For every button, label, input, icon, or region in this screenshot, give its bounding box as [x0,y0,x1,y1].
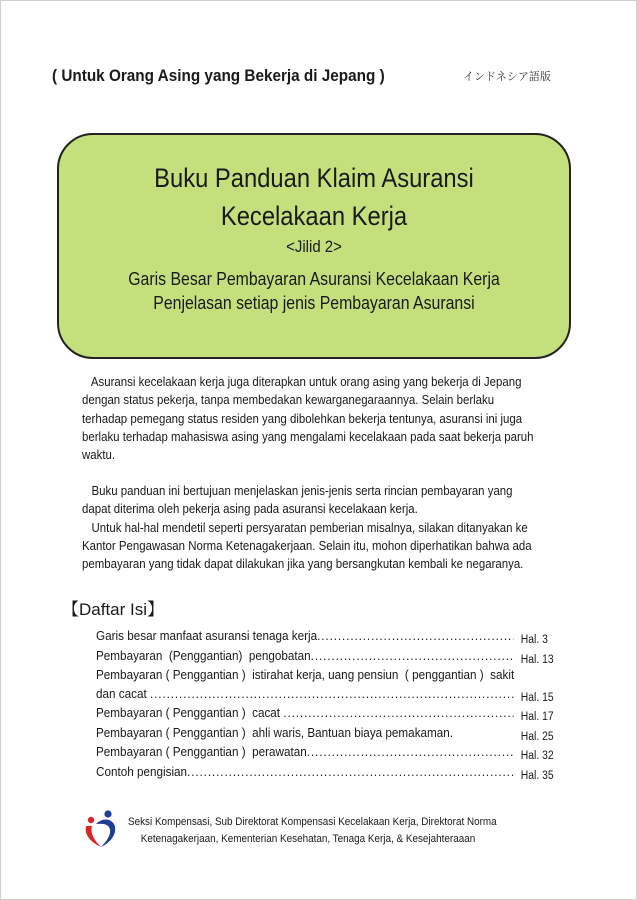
toc-item-text: Pembayaran ( Penggantian ) perawatan [96,744,307,759]
toc-item-text: dan cacat [96,685,150,701]
toc-item-text: Contoh pengisian [96,763,188,779]
leader-dots [187,763,514,782]
toc-item-page: Hal. 25 [520,730,554,743]
text-line: dapat diterima oleh pekerja asing pada asuransi kecelakaan kerja. [82,501,418,517]
volume-label: <Jilid 2> [286,237,342,256]
toc-item-text: Pembayaran (Penggantian) pengobatan [96,647,311,663]
toc-item[interactable] [96,724,564,744]
text-line: Buku panduan ini bertujuan menjelaskan jenis-jenis serta rincian pembayaran yang [82,483,513,498]
toc-item-page: Hal. 3 [520,634,548,646]
toc-item-page: Hal. 15 [520,691,554,704]
footer-line-2: Ketenagakerjaan, Kementerian Kesehatan, Tenaga Kerja, & Kesejahteraaan [140,833,476,845]
toc-item[interactable] [96,647,564,667]
text-line: terhadap pemegang status residen yang dibolehkan bekerja tentunya, asuransi ini juga [82,410,523,426]
toc-item-page: Hal. 35 [520,769,554,782]
cover-title-box [57,133,571,359]
toc-item-page: Hal. 13 [520,653,554,666]
audience-heading: ( Untuk Orang Asing yang Bekerja di Jepang ) [52,66,385,85]
toc-item-text: Garis besar manfaat asuransi tenaga kerja [96,628,318,643]
text-line: pembayaran yang tidak dapat dilakukan jika yang bersangkutan kembali ke negaranya. [82,556,524,572]
subtitle-line-1: Garis Besar Pembayaran Asuransi Kecelakaan Kerja [128,269,500,289]
title-line-2: Kecelakaan Kerja [220,201,408,231]
text-line: Untuk hal-hal mendetil seperti persyaratan pemberian misalnya, silakan ditanyakan ke [82,519,528,535]
toc-item[interactable] [96,704,564,724]
text-line: Asuransi kecelakaan kerja juga diterapkan untuk orang asing yang bekerja di Jepang [82,374,522,389]
text-line: waktu. [82,447,116,463]
text-line: berlaku terhadap mahasiswa asing yang mengalami kecelakaan pada saat bekerja paruh [82,428,534,444]
toc-heading: 【Daftar Isi】 [62,600,165,619]
intro-paragraph-1 [82,373,534,464]
text-line: dengan status pekerja, tanpa membedakan kewarganegaraannya. Selain berlaku [82,392,495,408]
leader-dots [307,743,514,762]
toc-item-text: Pembayaran ( Penggantian ) cacat [96,705,284,720]
ministry-logo-icon [82,808,120,848]
toc-item-page: Hal. 32 [520,750,554,762]
publisher-footer [128,814,497,848]
toc-item[interactable] [96,666,564,685]
title-line-1: Buku Panduan Klaim Asuransi [154,163,474,193]
subtitle-line-2: Penjelasan setiap jenis Pembayaran Asuransi [153,293,475,313]
leader-dots [317,627,513,646]
leader-dots [311,647,514,666]
text-line: Kantor Pengawasan Norma Ketenagakerjaan. Selain itu, mohon diperhatikan bahwa ada [82,537,532,553]
table-of-contents [96,627,576,782]
footer-line-1: Seksi Kompensasi, Sub Direktorat Kompensasi Kecelakaan Kerja, Direktorat Norma [128,816,497,828]
toc-item[interactable] [96,763,564,783]
toc-item-page: Hal. 17 [520,711,554,723]
toc-item-continuation[interactable] [96,685,564,705]
leader-dots [283,704,513,723]
toc-item[interactable] [96,743,564,763]
toc-item[interactable] [96,627,564,647]
intro-paragraph-2 [82,482,532,573]
toc-item-text: Pembayaran ( Penggantian ) ahli waris, Bantuan biaya pemakaman. [96,724,454,740]
toc-item-text: Pembayaran ( Penggantian ) istirahat kerja, uang pensiun ( penggantian ) sakit [96,667,515,682]
leader-dots [150,685,514,704]
language-edition-label: インドネシア語版 [463,71,551,83]
